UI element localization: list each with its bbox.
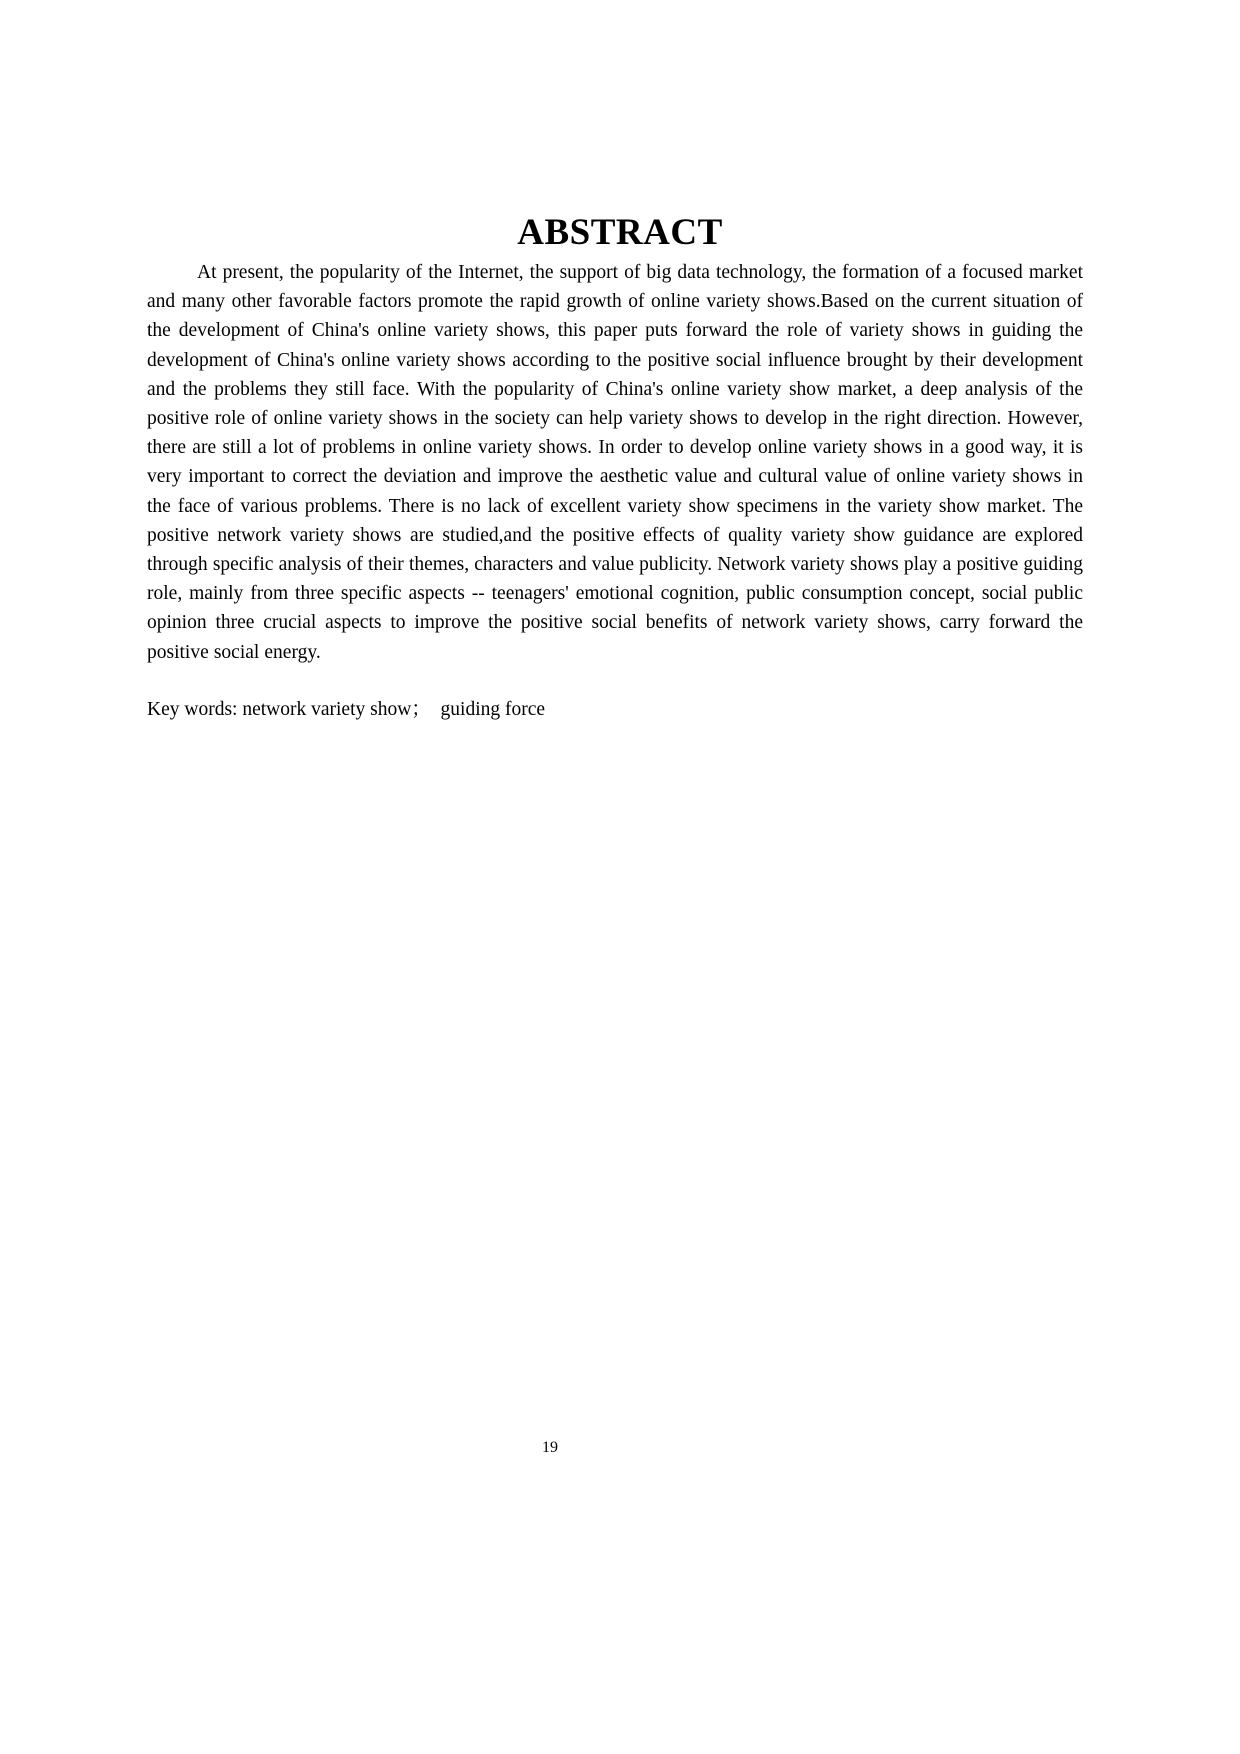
keywords-line: Key words: network variety show； guiding force: [147, 698, 546, 720]
abstract-paragraph: At present, the popularity of the Internet, the support of big data technology, the formation of a focused market and many other favorable factors promote the rapid growth of online variety shows.Based on the current situation of the development of China's online variety shows, this paper puts forward the role of variety shows in guiding the development of China's online variety shows according to the positive social influence brought by their development and the problems they still face. With the popularity of China's online variety show market, a deep analysis of the positive role of online variety shows in the society can help variety shows to develop in the right direction. However, there are still a lot of problems in online variety shows. In order to develop online variety shows in a good way, it is very important to correct the deviation and improve the aesthetic value and cultural value of online variety shows in the face of various problems. There is no lack of excellent variety show specimens in the variety show market. The positive network variety shows are studied,and the positive effects of quality variety show guidance are explored through specific analysis of their themes, characters and value publicity. Network variety shows play a positive guiding role, mainly from three specific aspects -- teenagers' emotional cognition, public consumption concept, social public opinion three crucial aspects to improve the positive social benefits of network variety shows, carry forward the positive social energy.: [147, 262, 1083, 663]
page-title: ABSTRACT: [517, 211, 723, 253]
abstract-body: [147, 258, 1083, 724]
page-number: 19: [542, 1439, 558, 1456]
